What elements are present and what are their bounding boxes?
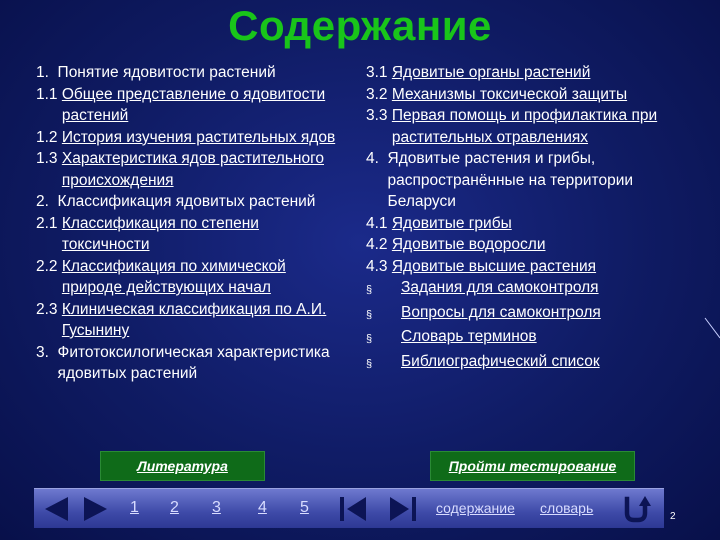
bullet-item[interactable] (366, 302, 696, 327)
item-number: 1.2 (36, 128, 62, 146)
contents-item (36, 342, 336, 385)
first-icon[interactable] (42, 495, 70, 523)
item-number: 2.2 (36, 257, 62, 275)
item-number: 3.3 (366, 107, 392, 124)
bullet-icon: § (366, 357, 373, 370)
contents-left-column (36, 62, 336, 385)
item-number: 3.2 (366, 85, 392, 103)
item-number: 2.1 (36, 214, 62, 232)
contents-item[interactable] (36, 299, 336, 342)
item-number: 4.1 (366, 214, 392, 232)
contents-link[interactable]: Общее представление о ядовитости растений (61, 85, 326, 124)
page-link-1[interactable]: 1 (130, 499, 139, 516)
item-number: 4.2 (366, 236, 392, 253)
contents-item[interactable] (36, 256, 336, 299)
contents-item[interactable] (36, 127, 336, 149)
play-icon[interactable] (82, 495, 110, 523)
contents-item[interactable] (36, 84, 336, 127)
contents-link[interactable]: Ядовитые высшие растения (391, 257, 597, 275)
contents-link[interactable]: Ядовитые водоросли (391, 236, 546, 253)
page-title: Содержание (228, 2, 492, 49)
bullet-icon: § (366, 333, 373, 345)
item-number: 1.3 (36, 150, 62, 167)
item-number: 1.1 (36, 85, 62, 103)
literature-button[interactable]: Литература (100, 451, 265, 481)
bullet-icon: § (366, 308, 373, 321)
bullet-link[interactable]: Библиографический список (401, 352, 600, 370)
bullet-link[interactable]: Задания для самоконтроля (401, 279, 599, 296)
prev-end-icon[interactable] (338, 495, 368, 523)
bullet-link[interactable]: Вопросы для самоконтроля (401, 303, 601, 321)
item-number: 1. (36, 64, 58, 81)
item-number: 4.3 (366, 257, 392, 275)
item-number: 3. (36, 343, 58, 361)
slide-number: 2 (670, 511, 676, 522)
next-end-icon[interactable] (388, 495, 418, 523)
contents-heading: Фитотоксилогическая характеристика ядовитых растений (57, 343, 330, 382)
item-number: 2. (36, 193, 58, 210)
bullet-item[interactable] (366, 277, 696, 302)
contents-heading: Понятие ядовитости растений (57, 64, 276, 81)
page-link-2[interactable]: 2 (170, 499, 179, 516)
contents-right-column (366, 62, 696, 375)
item-number: 4. (366, 150, 388, 167)
bullet-link[interactable]: Словарь терминов (401, 328, 537, 345)
item-number: 2.3 (36, 300, 62, 318)
navigation-bar (34, 488, 664, 528)
contents-link[interactable]: Ядовитые органы растений (391, 64, 591, 81)
contents-link[interactable]: Клиническая классификация по А.И. Гусынину (61, 300, 327, 339)
contents-item (36, 62, 336, 84)
bullet-item[interactable] (366, 326, 696, 351)
contents-link[interactable]: Первая помощь и профилактика при растительных отравлениях (391, 107, 658, 146)
contents-heading: Ядовитые растения и грибы, распространённые на территории Беларуси (387, 150, 634, 210)
take-test-button[interactable]: Пройти тестирование (430, 451, 635, 481)
contents-link[interactable]: Механизмы токсической защиты (391, 85, 628, 103)
contents-link[interactable]: Характеристика ядов растительного происхождения (61, 150, 325, 189)
contents-item[interactable] (366, 234, 696, 256)
bullet-icon: § (366, 284, 373, 296)
contents-item[interactable] (366, 213, 696, 235)
contents-heading: Классификация ядовитых растений (57, 193, 316, 210)
contents-item[interactable] (366, 84, 696, 106)
bullet-item[interactable] (366, 351, 696, 376)
contents-item[interactable] (366, 256, 696, 278)
contents-link[interactable]: Классификация по степени токсичности (61, 214, 259, 253)
contents-item (366, 148, 696, 213)
contents-link[interactable]: содержание (436, 500, 515, 516)
page-link-4[interactable]: 4 (258, 499, 267, 516)
contents-item (36, 191, 336, 213)
item-number: 3.1 (366, 64, 392, 81)
contents-item[interactable] (366, 62, 696, 84)
page-link-3[interactable]: 3 (212, 499, 221, 516)
contents-link[interactable]: Классификация по химической природе действующих начал (61, 257, 286, 296)
dictionary-link[interactable]: словарь (540, 500, 594, 516)
return-icon[interactable] (620, 493, 652, 525)
page-link-5[interactable]: 5 (300, 499, 309, 516)
contents-link[interactable]: Ядовитые грибы (391, 214, 512, 232)
contents-item[interactable] (366, 105, 696, 148)
contents-item[interactable] (36, 213, 336, 256)
contents-item[interactable] (36, 148, 336, 191)
contents-link[interactable]: История изучения растительных ядов (61, 128, 336, 146)
